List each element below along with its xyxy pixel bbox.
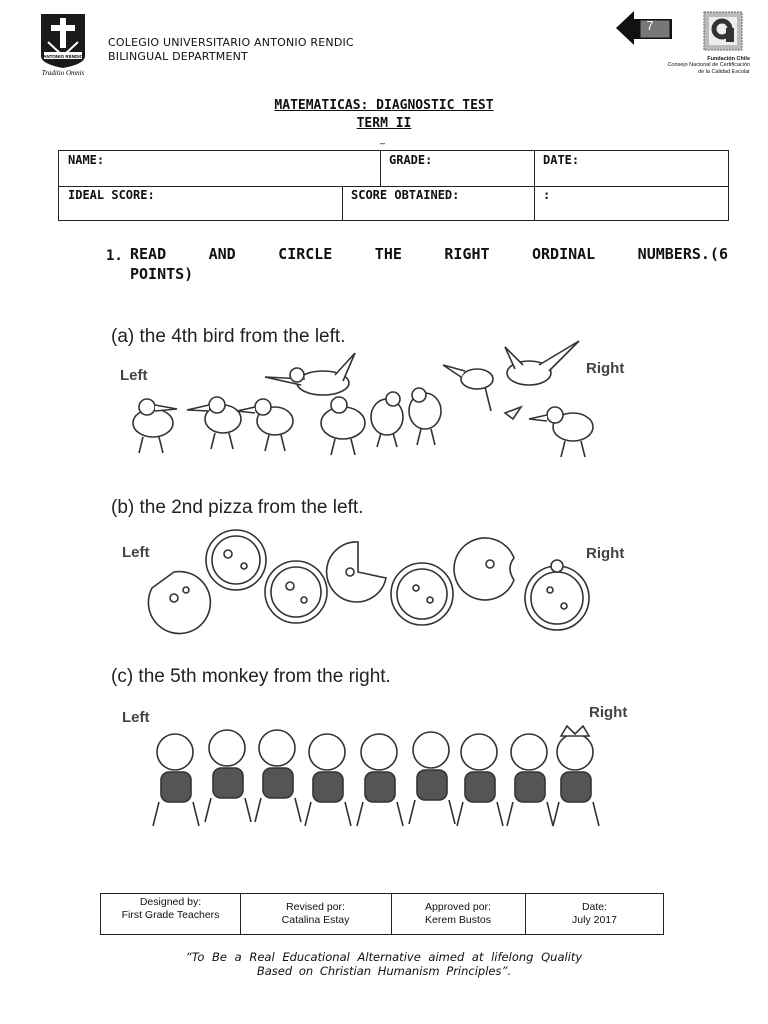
name-field[interactable]: NAME: <box>68 153 105 167</box>
monkey-9[interactable] <box>553 726 599 826</box>
score-colon: : <box>543 188 551 202</box>
item-c-left-label: Left <box>122 709 150 726</box>
date-field[interactable]: DATE: <box>543 153 580 167</box>
pizza-2[interactable] <box>206 530 266 590</box>
designed-by-value: First Grade Teachers <box>121 909 220 921</box>
monkey-5[interactable] <box>357 734 403 826</box>
item-b-right-label: Right <box>586 545 625 562</box>
item-b-text: (b) the 2nd pizza from the left. <box>111 497 364 518</box>
fundacion-line: Fundación Chile <box>707 56 750 62</box>
revised-by-value: Catalina Estay <box>281 914 350 926</box>
item-a-left-label: Left <box>120 367 148 384</box>
pizza-7[interactable] <box>525 560 589 630</box>
fundacion-text <box>640 56 750 75</box>
page-number: 7 <box>646 18 654 33</box>
question-text-line1: READ AND CIRCLE THE RIGHT ORDINAL NUMBERS.(6 <box>130 245 728 263</box>
motto-line2: Based on Christian Humanism Principles”. <box>256 964 512 978</box>
fundacion-chile-logo <box>700 10 746 54</box>
student-info-table <box>58 150 729 221</box>
title-dash: _ <box>380 134 385 145</box>
department-name: BILINGUAL DEPARTMENT <box>108 50 248 63</box>
bird-2[interactable] <box>187 397 241 449</box>
ideal-score-field: IDEAL SCORE: <box>68 188 155 202</box>
bird-3[interactable] <box>237 399 293 451</box>
document-term: TERM II <box>356 116 412 131</box>
item-c-text: (c) the 5th monkey from the right. <box>111 666 391 687</box>
date-label: Date: <box>581 901 608 913</box>
small-bird-shape <box>505 407 521 419</box>
fundacion-line: Consejo Nacional de Certificación <box>667 62 750 69</box>
bird-1[interactable] <box>133 399 177 453</box>
monkey-1[interactable] <box>153 734 199 826</box>
grade-field[interactable]: GRADE: <box>389 153 433 167</box>
bird-6[interactable] <box>371 392 403 447</box>
approved-by-label: Approved por: <box>425 901 491 913</box>
bird-4[interactable] <box>265 353 355 395</box>
svg-text:Traditio Omnis: Traditio Omnis <box>41 69 85 77</box>
svg-text:ANTONIO RENDIC: ANTONIO RENDIC <box>43 54 83 59</box>
fundacion-line: de la Calidad Escolar <box>698 68 750 75</box>
pizza-6[interactable] <box>454 538 514 600</box>
pizzas-illustration <box>140 528 600 638</box>
document-title: MATEMATICAS: DIAGNOSTIC TEST <box>274 98 494 113</box>
approved-by-value: Kerem Bustos <box>425 914 491 926</box>
designed-by-label: Designed by: <box>139 896 202 908</box>
score-obtained-field[interactable]: SCORE OBTAINED: <box>351 188 460 202</box>
monkey-7[interactable] <box>457 734 503 826</box>
item-b-left-label: Left <box>122 544 150 561</box>
bird-8[interactable] <box>443 365 493 411</box>
item-a-text: (a) the 4th bird from the left. <box>111 326 346 347</box>
item-a-right-label: Right <box>586 360 625 377</box>
question-text-line2: POINTS) <box>130 265 194 283</box>
pizza-3[interactable] <box>265 561 327 623</box>
school-logo <box>38 12 88 78</box>
pizza-4[interactable] <box>327 542 386 602</box>
bird-7[interactable] <box>409 388 441 445</box>
school-name: COLEGIO UNIVERSITARIO ANTONIO RENDIC <box>108 36 354 49</box>
approved-by-cell <box>391 894 525 934</box>
question-number: 1. <box>106 248 123 264</box>
bird-10[interactable] <box>529 407 593 457</box>
monkey-3[interactable] <box>255 730 301 822</box>
monkey-8[interactable] <box>507 734 553 826</box>
monkey-4[interactable] <box>305 734 351 826</box>
motto-line1: “To Be a Real Educational Alternative aimed at lifelong Quality <box>185 950 583 964</box>
bird-5[interactable] <box>321 397 365 455</box>
monkey-6[interactable] <box>409 732 455 824</box>
date-value: July 2017 <box>572 914 617 926</box>
monkeys-illustration <box>145 718 610 838</box>
pizza-1[interactable] <box>148 572 210 634</box>
pizza-5[interactable] <box>391 563 453 625</box>
item-c-right-label: Right <box>589 704 628 721</box>
birds-illustration <box>125 335 605 465</box>
revised-by-cell <box>240 894 391 934</box>
designed-by-cell <box>101 894 240 934</box>
monkey-2[interactable] <box>205 730 251 822</box>
revised-by-label: Revised por: <box>286 901 345 913</box>
footer-table <box>100 893 664 935</box>
bird-9[interactable] <box>505 341 579 385</box>
date-cell <box>525 894 664 934</box>
